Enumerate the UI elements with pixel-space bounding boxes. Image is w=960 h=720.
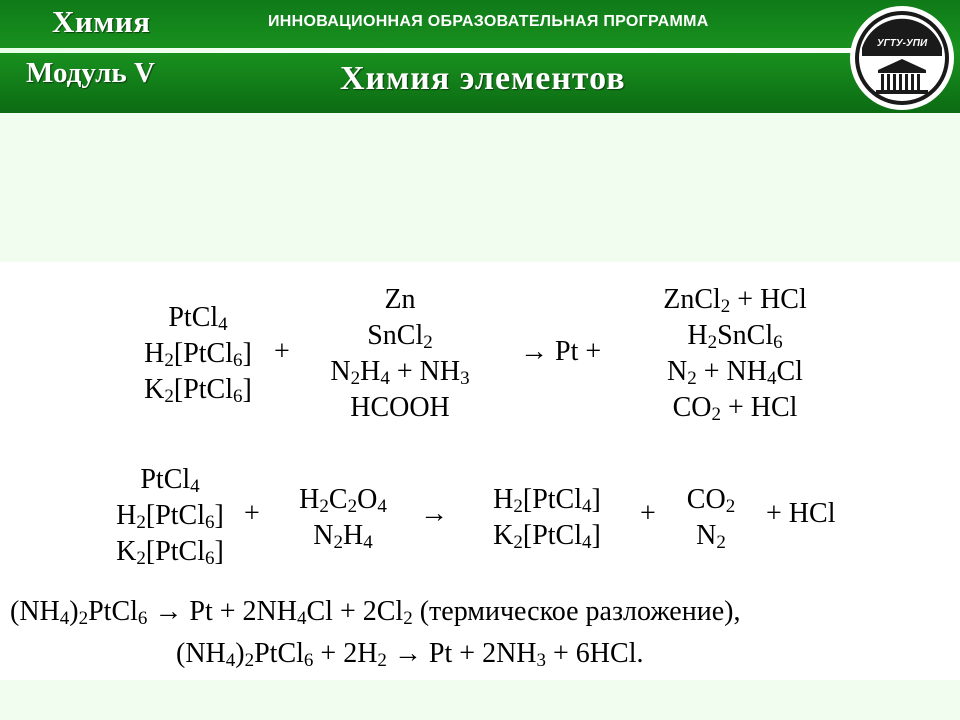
formula: PtCl$_4$ [168,302,228,335]
formula: $H_2[PtCl_4]$ [493,484,601,517]
reaction1-reactants [108,300,288,408]
reaction2-arrow: → [420,498,448,529]
formula: $K_2[PtCl_6]$ [116,536,224,569]
module-title: Модуль V [26,57,155,89]
reaction2-products [472,482,622,554]
equation-hydrogen-reduction: $(NH_4)_2PtCl_6 + 2H_2 \to Pt + 2NH_3 + 6HCl$. [176,638,644,671]
formula: $H_2SnCl_6$ [687,320,783,353]
program-title: ИННОВАЦИОННАЯ ОБРАЗОВАТЕЛЬНАЯ ПРОГРАММА [268,13,709,30]
formula: PtCl$_4$ [140,464,200,497]
formula: Zn [384,284,416,315]
equation-thermal-decomposition: $(NH_4)_2PtCl_6 \to Pt + 2NH_4Cl + 2Cl_2$ (термическое разложение), [10,596,741,629]
university-logo [848,4,956,112]
reaction2-reducers [278,482,408,554]
formula: $K_2[PtCl_6]$ [144,374,252,407]
formula: HCOOH [350,392,450,423]
reaction1-arrow: → Pt + [520,336,602,367]
formula: $CO_2$ + HCl [672,392,798,425]
reaction1-reducers [300,282,500,426]
formula: $N_2H_4$ [313,520,373,553]
reaction2-gases [676,482,746,554]
reaction2-reactants [80,462,260,570]
content-panel [0,262,960,680]
formula: $CO_2$ [686,484,736,517]
formula: $H_2C_2O_4$ [299,484,387,517]
formula: $H_2[PtCl_6]$ [116,500,224,533]
header-divider [0,48,860,53]
formula: $N_2H_4 + NH_3$ [330,356,470,389]
logo-text: УГТУ-УПИ [876,38,928,49]
reaction2-plus-2: + [640,498,656,529]
reaction1-plus: + [274,336,290,367]
formula: $N_2 + NH_4Cl$ [667,356,803,389]
slide-title: Химия элементов [340,60,626,97]
formula: ZnCl$_2$ + HCl [663,284,807,317]
subject-title: Химия [52,4,151,39]
formula: $N_2$ [696,520,726,553]
reaction1-products [630,282,840,426]
reaction2-plus: + [244,498,260,529]
slide-header [0,0,960,113]
reaction2-tail: + HCl [766,498,836,529]
formula: SnCl$_2$ [367,320,433,353]
formula: $K_2[PtCl_4]$ [493,520,601,553]
formula: $H_2[PtCl_6]$ [144,338,252,371]
